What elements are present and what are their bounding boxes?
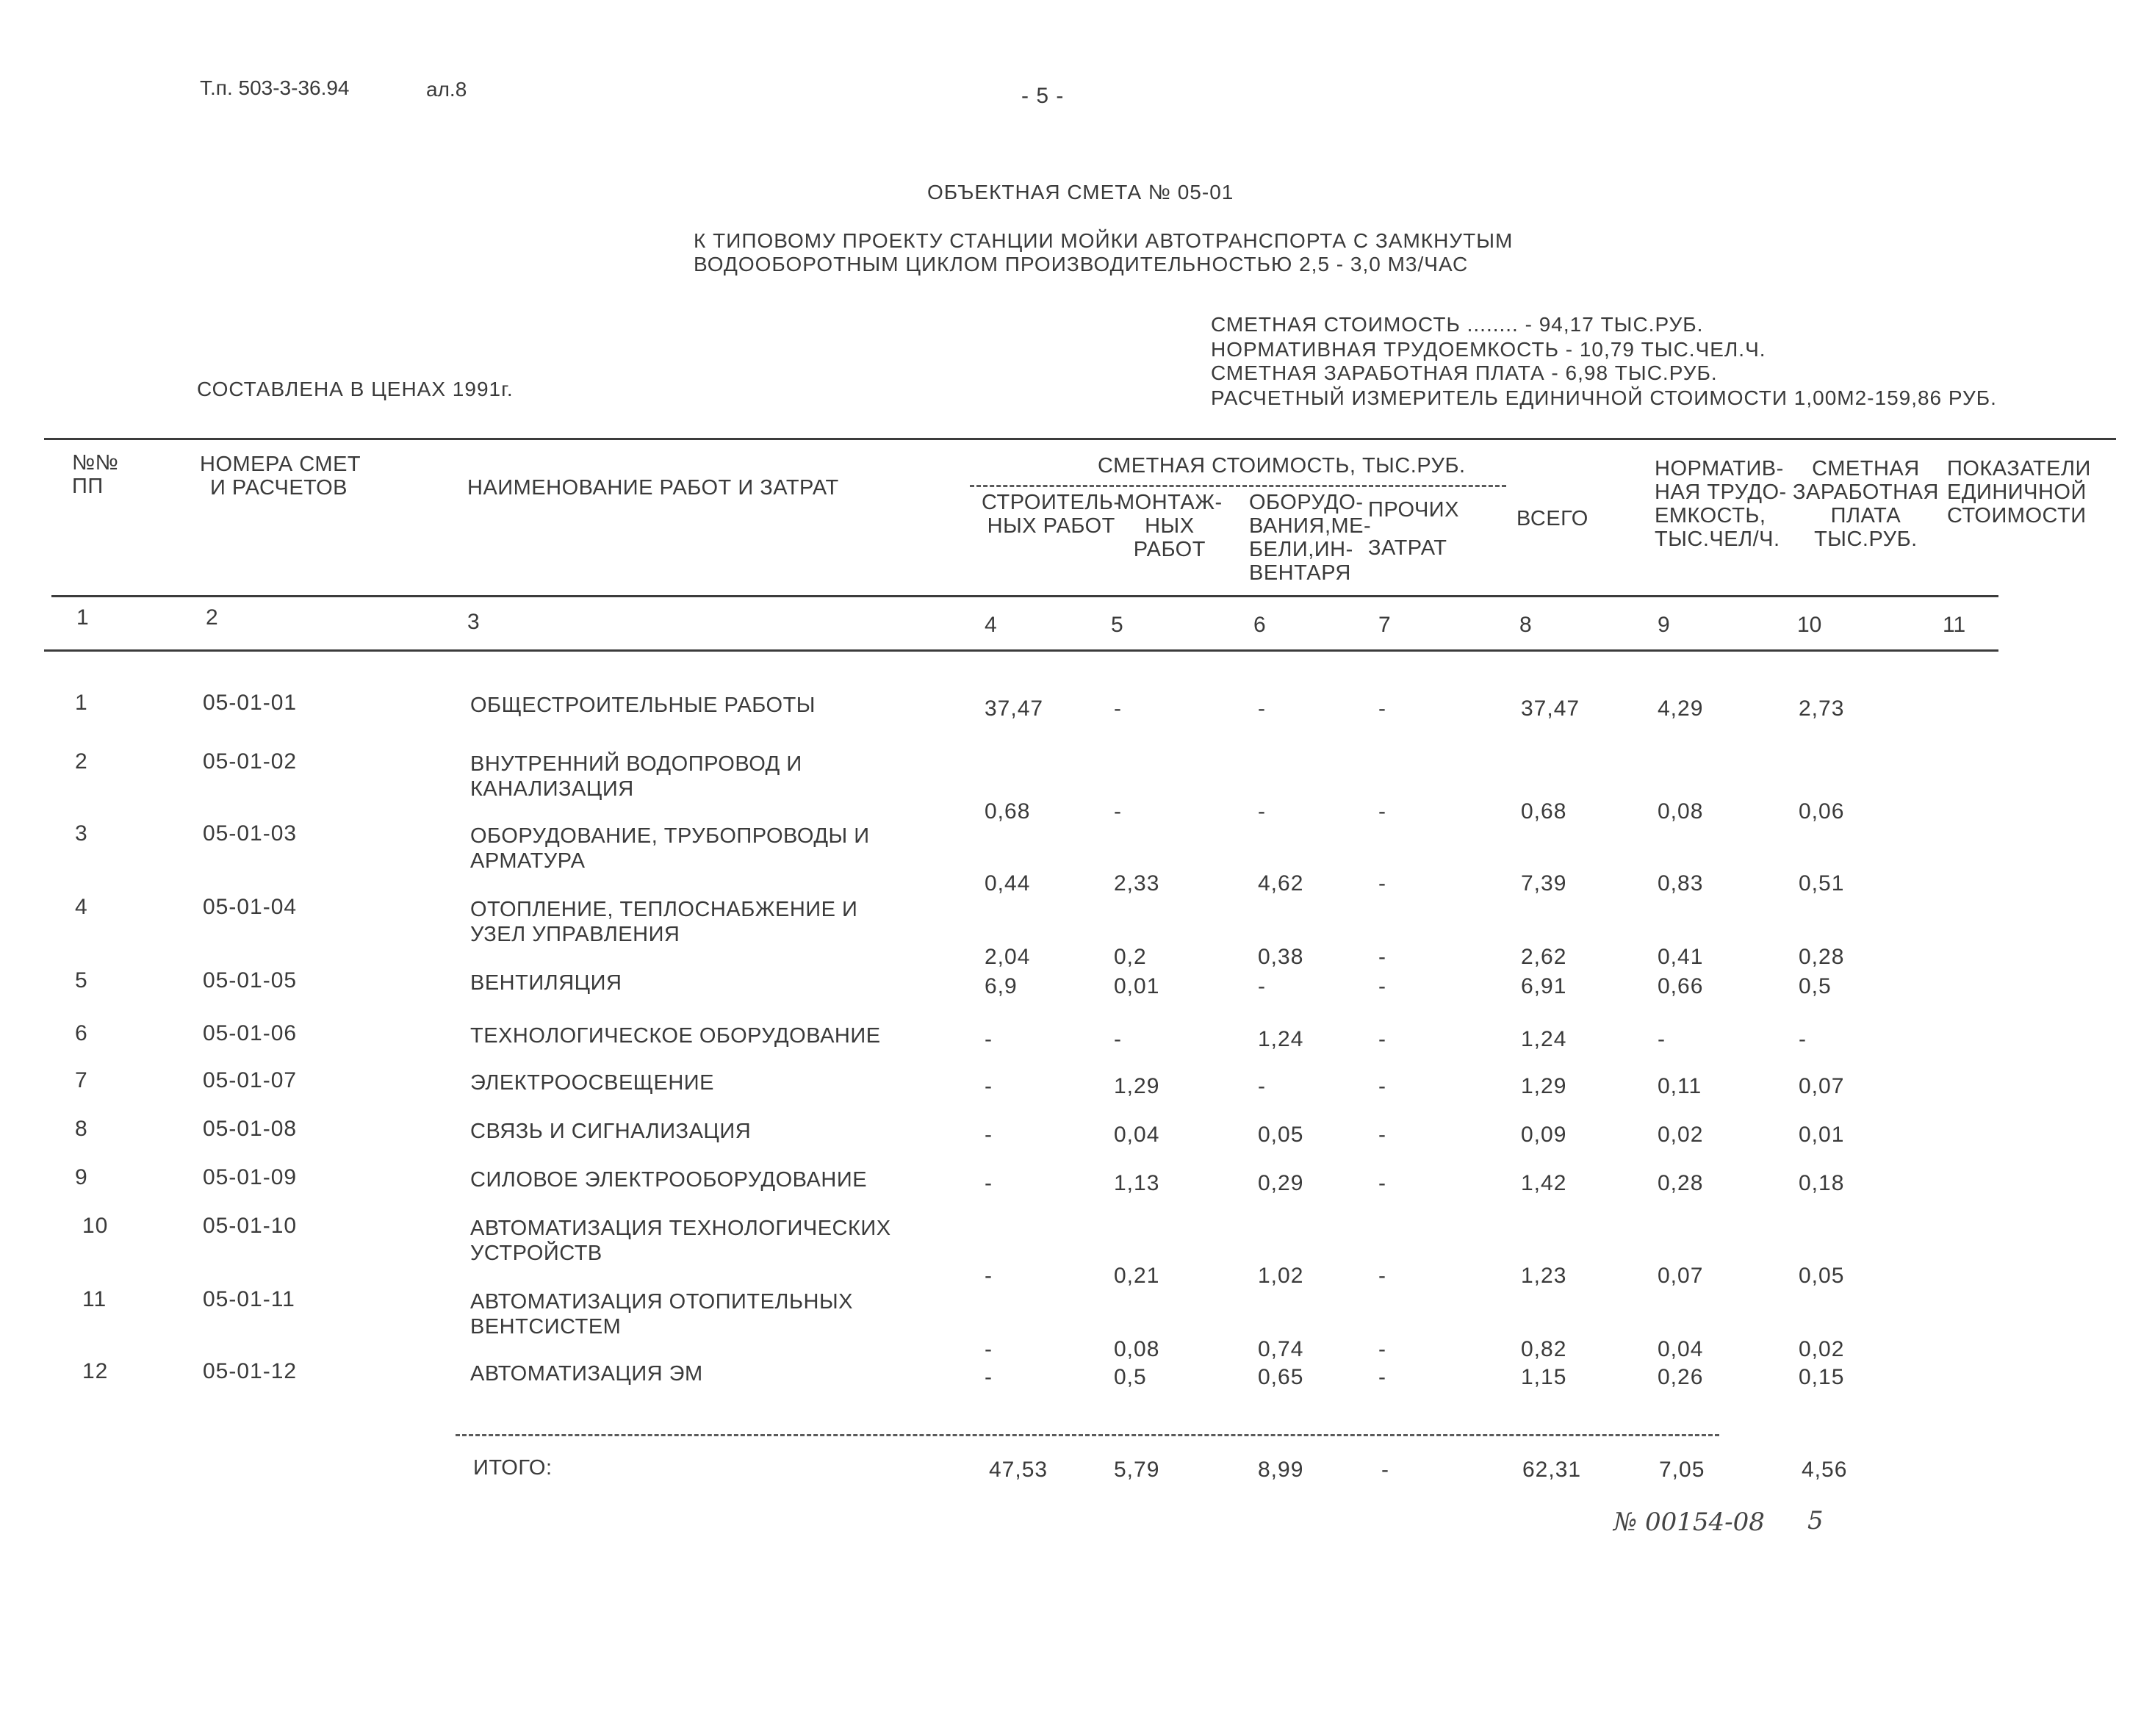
cell-c7: -	[1378, 871, 1386, 896]
cell-c8: 6,91	[1521, 974, 1567, 998]
colnum-6: 6	[1253, 613, 1266, 637]
work-name-cont: УЗЕЛ УПРАВЛЕНИЯ	[470, 923, 680, 946]
work-name-cont: АРМАТУРА	[470, 849, 586, 873]
estimate-code: 05-01-02	[203, 749, 298, 774]
row-number: 7	[75, 1068, 88, 1092]
table-top-rule	[44, 438, 2116, 440]
prices-note: СОСТАВЛЕНА В ЦЕНАХ 1991г.	[197, 378, 514, 400]
cell-c10: 2,73	[1799, 696, 1845, 721]
summary-unit-cost: РАСЧЕТНЫЙ ИЗМЕРИТЕЛЬ ЕДИНИЧНОЙ СТОИМОСТИ 1,00М2-159,86 РУБ.	[1211, 386, 1997, 409]
cell-c9: -	[1658, 1027, 1666, 1051]
document-reference: Т.п. 503-3-36.94	[200, 76, 350, 99]
colnum-3: 3	[467, 610, 480, 634]
work-name: ВЕНТИЛЯЦИЯ	[470, 971, 622, 995]
cell-c9: 4,29	[1658, 696, 1704, 721]
cell-c5: 0,01	[1114, 974, 1160, 998]
estimate-code: 05-01-12	[203, 1359, 298, 1383]
cell-c7: -	[1378, 1337, 1386, 1361]
colnum-1: 1	[76, 605, 89, 630]
handwritten-inventory-number: № 00154-08	[1613, 1508, 1765, 1537]
colnum-9: 9	[1658, 613, 1670, 637]
work-name-cont: УСТРОЙСТВ	[470, 1242, 602, 1265]
summary-cost: СМЕТНАЯ СТОИМОСТЬ ........ - 94,17 ТЫС.РУБ.	[1211, 313, 1704, 336]
header-cost-group: СМЕТНАЯ СТОИМОСТЬ, ТЫС.РУБ.	[1098, 454, 1466, 478]
work-name: ЭЛЕКТРООСВЕЩЕНИЕ	[470, 1071, 714, 1095]
cell-c5: 0,08	[1114, 1337, 1160, 1361]
cell-c5: 0,04	[1114, 1123, 1160, 1147]
cell-c9: 0,28	[1658, 1171, 1704, 1195]
row-number: 2	[75, 749, 88, 774]
header-col-1: №№ ПП	[72, 451, 119, 498]
colnum-10: 10	[1797, 613, 1822, 637]
cell-c4: -	[985, 1365, 993, 1389]
cell-c8: 7,39	[1521, 871, 1567, 896]
colnum-5: 5	[1111, 613, 1123, 637]
cell-c8: 2,62	[1521, 945, 1567, 969]
cell-c9: 0,26	[1658, 1365, 1704, 1389]
cell-c10: 0,18	[1799, 1171, 1845, 1195]
cell-c5: -	[1114, 799, 1122, 824]
cell-c7: -	[1378, 1027, 1386, 1051]
cell-c7: -	[1378, 1171, 1386, 1195]
cell-c9: 0,11	[1658, 1074, 1702, 1098]
row-number: 5	[75, 968, 88, 993]
cell-c9: 0,02	[1658, 1123, 1704, 1147]
cell-c8: 1,24	[1521, 1027, 1567, 1051]
cell-c6: 0,29	[1258, 1171, 1304, 1195]
cell-c7: -	[1378, 1264, 1386, 1288]
cell-c6: 0,38	[1258, 945, 1304, 969]
row-number: 4	[75, 895, 88, 919]
header-bottom-rule	[51, 595, 1998, 597]
cell-c4: 37,47	[985, 696, 1044, 721]
header-col-3: НАИМЕНОВАНИЕ РАБОТ И ЗАТРАТ	[467, 476, 839, 500]
work-name: ОТОПЛЕНИЕ, ТЕПЛОСНАБЖЕНИЕ И	[470, 898, 858, 921]
cell-c7: -	[1378, 945, 1386, 969]
cell-c6: -	[1258, 974, 1266, 998]
cell-c9: 0,07	[1658, 1264, 1704, 1288]
work-name: АВТОМАТИЗАЦИЯ ЭМ	[470, 1362, 703, 1386]
cell-c10: -	[1799, 1027, 1807, 1051]
cell-c8: 0,68	[1521, 799, 1567, 824]
estimate-code: 05-01-04	[203, 895, 298, 919]
work-name: ТЕХНОЛОГИЧЕСКОЕ ОБОРУДОВАНИЕ	[470, 1024, 881, 1048]
cell-c10: 0,02	[1799, 1337, 1845, 1361]
cell-c8: 0,09	[1521, 1123, 1567, 1147]
estimate-code: 05-01-05	[203, 968, 298, 993]
cell-c6: 1,24	[1258, 1027, 1304, 1051]
cell-c7: -	[1378, 1123, 1386, 1147]
album-number: ал.8	[426, 78, 467, 101]
total-c4: 47,53	[989, 1458, 1048, 1482]
header-col-5: МОНТАЖ- НЫХ РАБОТ	[1117, 491, 1223, 561]
cell-c5: 1,29	[1114, 1074, 1160, 1098]
cell-c8: 0,82	[1521, 1337, 1567, 1361]
row-number: 1	[75, 691, 88, 715]
cell-c5: 2,33	[1114, 871, 1160, 896]
cell-c9: 0,83	[1658, 871, 1704, 896]
cell-c8: 1,15	[1521, 1365, 1567, 1389]
cell-c4: 0,44	[985, 871, 1031, 896]
cell-c5: -	[1114, 696, 1122, 721]
header-col-8: ВСЕГО	[1516, 507, 1588, 530]
total-c8: 62,31	[1522, 1458, 1582, 1482]
cell-c10: 0,28	[1799, 945, 1845, 969]
cell-c7: -	[1378, 1074, 1386, 1098]
row-number: 6	[75, 1021, 88, 1045]
cell-c7: -	[1378, 696, 1386, 721]
header-col-4: СТРОИТЕЛЬ- НЫХ РАБОТ	[982, 491, 1121, 538]
total-label: ИТОГО:	[473, 1456, 553, 1480]
cell-c9: 0,08	[1658, 799, 1704, 824]
row-number: 11	[82, 1287, 107, 1311]
cell-c10: 0,06	[1799, 799, 1845, 824]
colnum-7: 7	[1378, 613, 1391, 637]
cell-c4: -	[985, 1123, 993, 1147]
cell-c6: 0,05	[1258, 1123, 1304, 1147]
estimate-code: 05-01-09	[203, 1165, 298, 1189]
cell-c10: 0,15	[1799, 1365, 1845, 1389]
cell-c4: 2,04	[985, 945, 1031, 969]
cell-c5: 1,13	[1114, 1171, 1160, 1195]
row-number: 10	[82, 1214, 109, 1238]
cell-c6: 0,65	[1258, 1365, 1304, 1389]
cell-c10: 0,07	[1799, 1074, 1845, 1098]
cell-c4: -	[985, 1074, 993, 1098]
cell-c6: 1,02	[1258, 1264, 1304, 1288]
estimate-code: 05-01-06	[203, 1021, 298, 1045]
page-number: - 5 -	[1021, 84, 1065, 108]
row-number: 12	[82, 1359, 109, 1383]
work-name: СИЛОВОЕ ЭЛЕКТРООБОРУДОВАНИЕ	[470, 1168, 868, 1192]
total-c7: -	[1381, 1458, 1389, 1482]
cell-c8: 1,23	[1521, 1264, 1567, 1288]
estimate-code: 05-01-03	[203, 821, 298, 846]
estimate-code: 05-01-10	[203, 1214, 298, 1238]
summary-labor: НОРМАТИВНАЯ ТРУДОЕМКОСТЬ - 10,79 ТЫС.ЧЕЛ.Ч.	[1211, 338, 1766, 361]
total-c10: 4,56	[1802, 1458, 1848, 1482]
cell-c8: 37,47	[1521, 696, 1580, 721]
cell-c9: 0,41	[1658, 945, 1704, 969]
estimate-code: 05-01-01	[203, 691, 298, 715]
cell-c5: 0,21	[1114, 1264, 1160, 1288]
handwritten-page-number: 5	[1807, 1506, 1824, 1535]
cell-c4: -	[985, 1027, 993, 1051]
work-name: АВТОМАТИЗАЦИЯ ТЕХНОЛОГИЧЕСКИХ	[470, 1217, 891, 1240]
work-name: АВТОМАТИЗАЦИЯ ОТОПИТЕЛЬНЫХ	[470, 1290, 853, 1314]
cell-c4: -	[985, 1171, 993, 1195]
cell-c6: 0,74	[1258, 1337, 1304, 1361]
cell-c10: 0,51	[1799, 871, 1845, 896]
row-number: 9	[75, 1165, 88, 1189]
header-col-7: ПРОЧИХ ЗАТРАТ	[1368, 498, 1459, 560]
cell-c10: 0,5	[1799, 974, 1832, 998]
cell-c9: 0,66	[1658, 974, 1704, 998]
total-c9: 7,05	[1659, 1458, 1705, 1482]
work-name: ОБЩЕСТРОИТЕЛЬНЫЕ РАБОТЫ	[470, 694, 816, 717]
cell-c5: -	[1114, 1027, 1122, 1051]
cell-c10: 0,05	[1799, 1264, 1845, 1288]
work-name: ВНУТРЕННИЙ ВОДОПРОВОД И	[470, 752, 802, 776]
header-col-6: ОБОРУДО- ВАНИЯ,МЕ- БЕЛИ,ИН- ВЕНТАРЯ	[1249, 491, 1372, 585]
colnum-4: 4	[985, 613, 997, 637]
header-col-9: НОРМАТИВ- НАЯ ТРУДО- ЕМКОСТЬ, ТЫС.ЧЕЛ/Ч.	[1655, 457, 1787, 551]
estimate-code: 05-01-07	[203, 1068, 298, 1092]
cell-c8: 1,29	[1521, 1074, 1567, 1098]
cell-c5: 0,2	[1114, 945, 1147, 969]
colnum-11: 11	[1943, 613, 1966, 637]
cell-c8: 1,42	[1521, 1171, 1567, 1195]
cell-c4: 6,9	[985, 974, 1018, 998]
cell-c6: 4,62	[1258, 871, 1304, 896]
header-col-10: СМЕТНАЯ ЗАРАБОТНАЯ ПЛАТА ТЫС.РУБ.	[1793, 457, 1939, 551]
estimate-code: 05-01-11	[203, 1287, 295, 1311]
colnum-2: 2	[206, 605, 218, 630]
row-number: 8	[75, 1117, 88, 1141]
cell-c7: -	[1378, 799, 1386, 824]
work-name: СВЯЗЬ И СИГНАЛИЗАЦИЯ	[470, 1120, 752, 1143]
total-rule	[456, 1434, 1719, 1436]
estimate-subtitle-line-1: К ТИПОВОМУ ПРОЕКТУ СТАНЦИИ МОЙКИ АВТОТРАНСПОРТА С ЗАМКНУТЫМ	[694, 229, 1514, 252]
cell-c4: 0,68	[985, 799, 1031, 824]
cell-c5: 0,5	[1114, 1365, 1147, 1389]
total-c5: 5,79	[1114, 1458, 1160, 1482]
total-c6: 8,99	[1258, 1458, 1304, 1482]
cell-c6: -	[1258, 799, 1266, 824]
estimate-subtitle-line-2: ВОДООБОРОТНЫМ ЦИКЛОМ ПРОИЗВОДИТЕЛЬНОСТЬЮ 2,5 - 3,0 М3/ЧАС	[694, 253, 1469, 275]
summary-wage: СМЕТНАЯ ЗАРАБОТНАЯ ПЛАТА - 6,98 ТЫС.РУБ.	[1211, 361, 1718, 384]
estimate-title: ОБЪЕКТНАЯ СМЕТА № 05-01	[927, 181, 1234, 204]
work-name: ОБОРУДОВАНИЕ, ТРУБОПРОВОДЫ И	[470, 824, 870, 848]
cell-c7: -	[1378, 1365, 1386, 1389]
header-col-2: НОМЕРА СМЕТ И РАСЧЕТОВ	[200, 453, 361, 500]
cell-c6: -	[1258, 1074, 1266, 1098]
header-col-11: ПОКАЗАТЕЛИ ЕДИНИЧНОЙ СТОИМОСТИ	[1947, 457, 2091, 527]
cell-c7: -	[1378, 974, 1386, 998]
column-number-rule	[44, 649, 1998, 652]
work-name-cont: КАНАЛИЗАЦИЯ	[470, 777, 634, 801]
estimate-code: 05-01-08	[203, 1117, 298, 1141]
group-header-rule	[970, 485, 1506, 487]
colnum-8: 8	[1519, 613, 1532, 637]
cell-c4: -	[985, 1264, 993, 1288]
work-name-cont: ВЕНТСИСТЕМ	[470, 1315, 622, 1339]
cell-c9: 0,04	[1658, 1337, 1704, 1361]
cell-c4: -	[985, 1337, 993, 1361]
cell-c6: -	[1258, 696, 1266, 721]
cell-c10: 0,01	[1799, 1123, 1845, 1147]
row-number: 3	[75, 821, 88, 846]
